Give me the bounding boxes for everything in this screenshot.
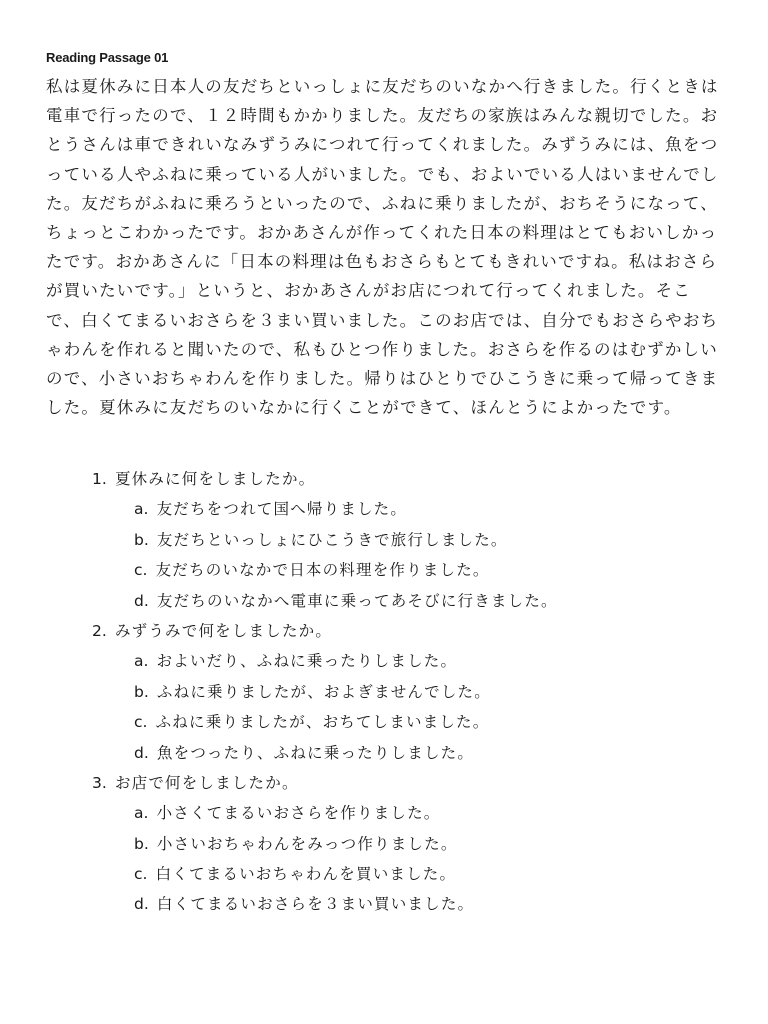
option-text: ふねに乗りましたが、およぎませんでした。	[156, 682, 491, 701]
question-1	[92, 464, 732, 494]
question-number: 1.	[92, 470, 107, 488]
question-1-option-b	[92, 525, 732, 555]
question-1-option-a	[92, 494, 732, 524]
question-1-option-c	[92, 555, 732, 585]
option-text: 魚をつったり、ふねに乗ったりしました。	[156, 743, 475, 762]
passage-line: で、白くてまるいおさらを３まい買いました。このお店では、自分でもおさらやおち	[46, 310, 719, 330]
option-letter: d.	[134, 895, 149, 914]
passage-line: ので、小さいおちゃわんを作りました。帰りはひとりでひこうきに乗って帰ってきま	[46, 368, 719, 388]
question-1-option-d	[92, 586, 732, 616]
option-text: 友だちといっしょにひこうきで旅行しました。	[156, 530, 508, 549]
option-letter: c.	[134, 865, 148, 884]
passage-line: が買いたいです。」というと、おかあさんがお店につれて行ってくれました。そこ	[46, 281, 691, 301]
question-text: お店で何をしましたか。	[114, 773, 299, 792]
option-letter: a.	[134, 652, 149, 671]
question-2-option-d	[92, 738, 732, 768]
option-text: 白くてまるいおちゃわんを買いました。	[155, 865, 457, 884]
option-letter: d.	[134, 591, 149, 610]
option-letter: c.	[134, 713, 148, 732]
option-letter: b.	[134, 530, 149, 549]
question-3	[92, 768, 732, 798]
question-3-option-c	[92, 859, 732, 889]
passage-line: 電車で行ったので、１２時間もかかりました。友だちの家族はみんな親切でした。お	[46, 106, 719, 126]
option-letter: a.	[134, 500, 149, 519]
option-text: 友だちのいなかへ電車に乗ってあそびに行きました。	[156, 591, 558, 610]
passage-line: っている人やふねに乗っている人がいました。でも、およいでいる人はいませんでし	[46, 164, 719, 184]
reading-passage	[46, 72, 736, 422]
question-number: 2.	[92, 621, 107, 640]
passage-line: た。友だちがふねに乗ろうといったので、ふねに乗りましたが、おちそうになって、	[46, 193, 718, 213]
option-text: ふねに乗りましたが、おちてしまいました。	[155, 713, 490, 732]
question-text: 夏休みに何をしましたか。	[114, 470, 316, 488]
question-number: 3.	[92, 773, 107, 792]
option-letter: d.	[134, 743, 149, 762]
passage-line: たです。おかあさんに「日本の料理は色もおさらもとてもきれいですね。私はおさら	[46, 252, 718, 272]
passage-line: とうさんは車できれいなみずうみにつれて行ってくれました。みずうみには、魚をつ	[46, 135, 719, 155]
question-3-option-a	[92, 798, 732, 828]
page-title: Reading Passage 01	[46, 50, 169, 65]
option-text: 友だちのいなかで日本の料理を作りました。	[155, 561, 490, 580]
option-text: 小さいおちゃわんをみっつ作りました。	[156, 834, 458, 853]
option-letter: b.	[134, 834, 149, 853]
question-2	[92, 616, 732, 646]
passage-line: ちょっとこわかったです。おかあさんが作ってくれた日本の料理はとてもおいしかっ	[46, 222, 718, 242]
question-2-option-c	[92, 707, 732, 737]
passage-line: 私は夏休みに日本人の友だちといっしょに友だちのいなかへ行きました。行くときは	[46, 77, 719, 96]
question-list	[92, 464, 732, 920]
question-3-option-d	[92, 889, 732, 919]
option-letter: a.	[134, 804, 149, 823]
question-2-option-a	[92, 646, 732, 676]
question-2-option-b	[92, 677, 732, 707]
question-text: みずうみで何をしましたか。	[114, 621, 333, 640]
passage-line: ゃわんを作れると聞いたので、私もひとつ作りました。おさらを作るのはむずかしい	[46, 339, 718, 359]
option-text: 白くてまるいおさらを３まい買いました。	[156, 895, 475, 914]
option-text: 小さくてまるいおさらを作りました。	[156, 804, 441, 823]
question-3-option-b	[92, 829, 732, 859]
option-letter: b.	[134, 682, 149, 701]
passage-line: した。夏休みに友だちのいなかに行くことができて、ほんとうによかったです。	[46, 398, 682, 418]
option-text: 友だちをつれて国へ帰りました。	[156, 500, 408, 519]
option-letter: c.	[134, 561, 148, 580]
option-text: およいだり、ふねに乗ったりしました。	[156, 652, 458, 671]
